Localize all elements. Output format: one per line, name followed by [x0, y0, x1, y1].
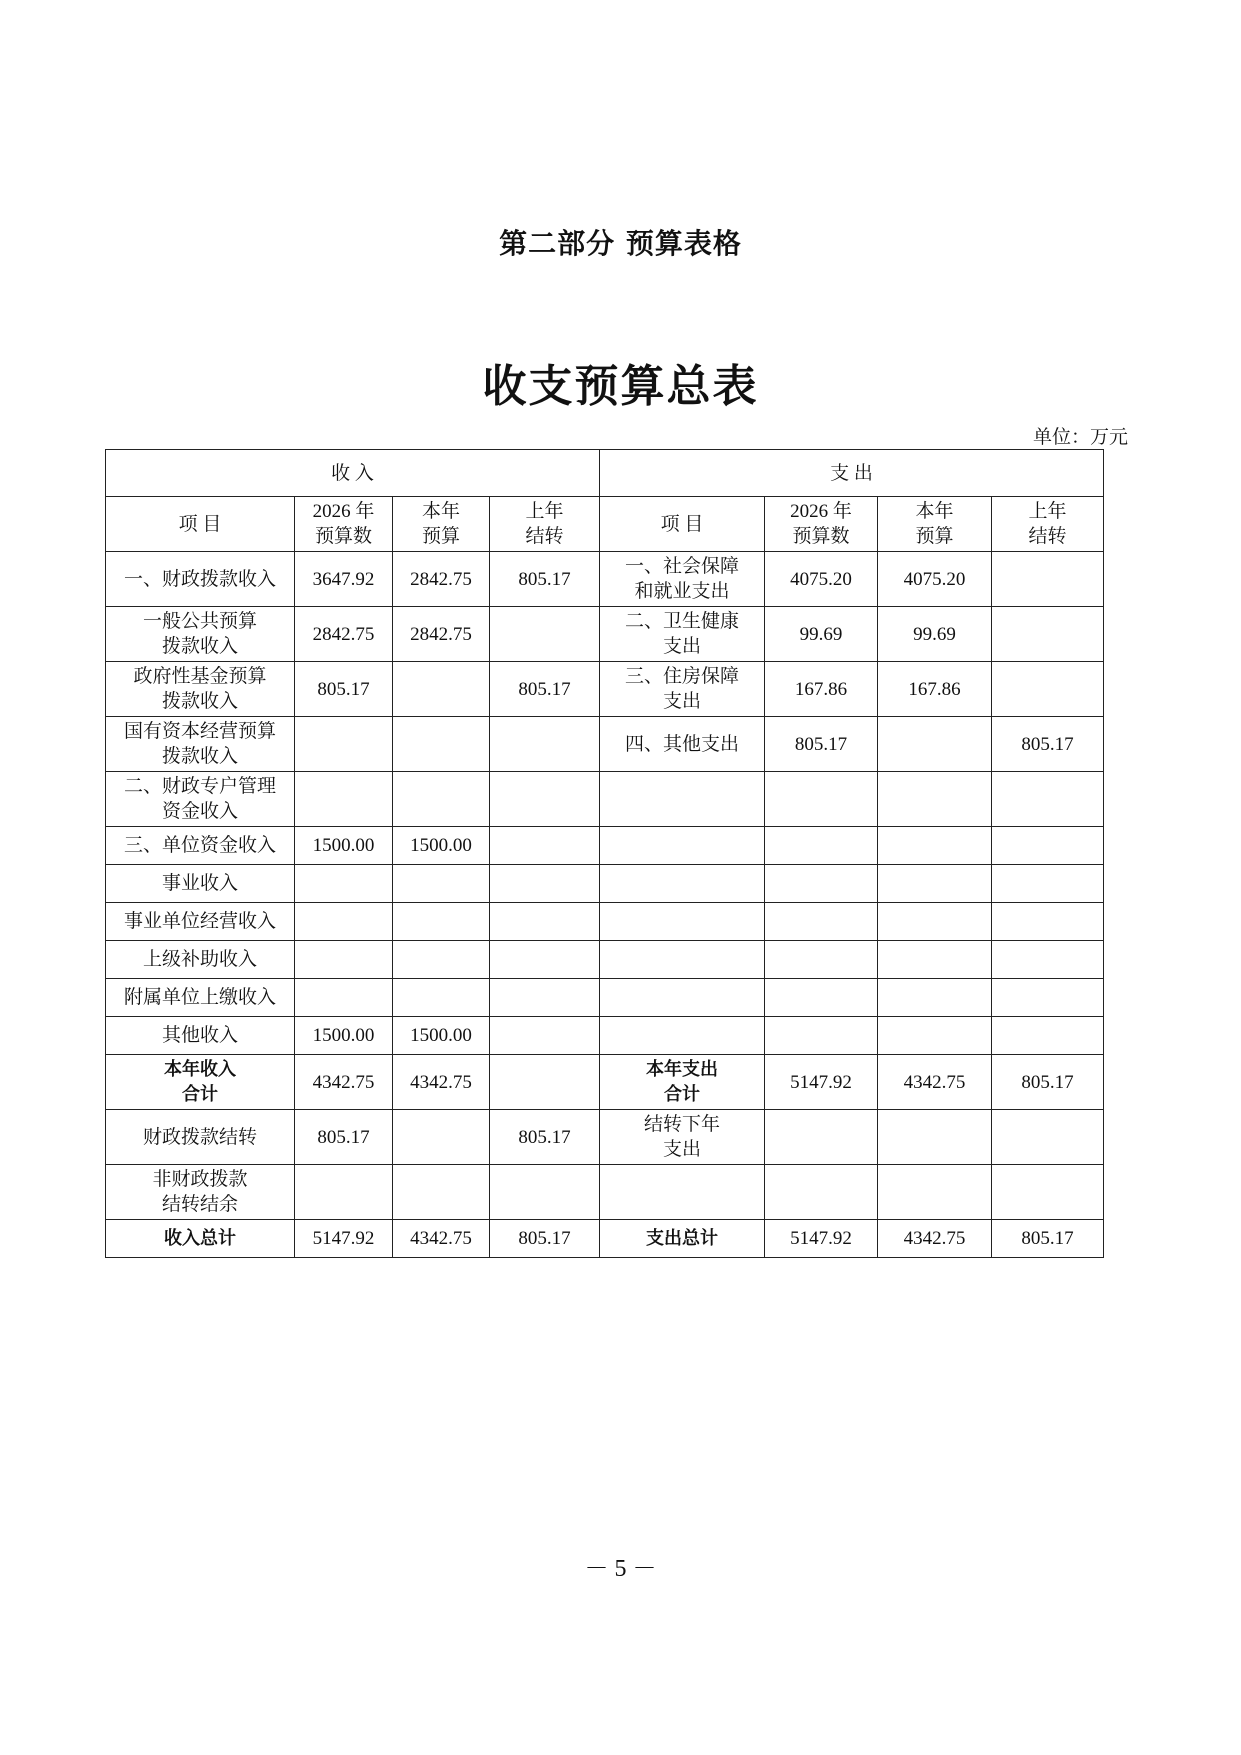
cell-expense-current-year [878, 772, 992, 827]
column-header-income-2026-budget: 2026 年 预算数 [295, 497, 393, 552]
column-header-income-item: 项 目 [106, 497, 295, 552]
cell-expense-current-year [878, 865, 992, 903]
cell-expense-2026-budget [765, 827, 878, 865]
cell-expense-current-year: 4342.75 [878, 1220, 992, 1258]
cell-expense-current-year [878, 979, 992, 1017]
cell-income-item: 上级补助收入 [106, 941, 295, 979]
cell-income-carryover [490, 827, 600, 865]
cell-income-carryover [490, 772, 600, 827]
cell-expense-current-year [878, 903, 992, 941]
cell-income-item: 本年收入 合计 [106, 1055, 295, 1110]
column-header-expense-carryover: 上年 结转 [992, 497, 1104, 552]
income-section-header: 收 入 [106, 450, 600, 497]
cell-income-current-year: 1500.00 [393, 1017, 490, 1055]
cell-expense-2026-budget [765, 772, 878, 827]
cell-expense-carryover [992, 865, 1104, 903]
cell-expense-2026-budget [765, 1110, 878, 1165]
cell-expense-item [600, 772, 765, 827]
cell-income-2026-budget [295, 772, 393, 827]
table-row [106, 865, 1104, 903]
cell-expense-item: 本年支出 合计 [600, 1055, 765, 1110]
cell-income-carryover [490, 1055, 600, 1110]
cell-expense-item: 支出总计 [600, 1220, 765, 1258]
cell-income-item: 一般公共预算 拨款收入 [106, 607, 295, 662]
cell-expense-carryover [992, 1017, 1104, 1055]
column-header-income-current-year: 本年 预算 [393, 497, 490, 552]
cell-expense-carryover [992, 607, 1104, 662]
cell-income-current-year [393, 717, 490, 772]
cell-income-item: 政府性基金预算 拨款收入 [106, 662, 295, 717]
column-header-expense-current-year: 本年 预算 [878, 497, 992, 552]
cell-income-current-year [393, 662, 490, 717]
cell-income-current-year [393, 1165, 490, 1220]
cell-income-2026-budget: 3647.92 [295, 552, 393, 607]
part-title: 第二部分 预算表格 [499, 227, 742, 260]
table-row [106, 607, 1104, 662]
column-header-income-carryover: 上年 结转 [490, 497, 600, 552]
cell-expense-carryover [992, 1165, 1104, 1220]
cell-expense-2026-budget: 99.69 [765, 607, 878, 662]
table-row [106, 1017, 1104, 1055]
cell-income-2026-budget [295, 717, 393, 772]
unit-label: 单位：万元 [1032, 427, 1128, 448]
cell-expense-carryover: 805.17 [992, 1055, 1104, 1110]
cell-income-carryover [490, 717, 600, 772]
cell-expense-current-year: 4342.75 [878, 1055, 992, 1110]
cell-expense-2026-budget [765, 979, 878, 1017]
cell-expense-2026-budget: 4075.20 [765, 552, 878, 607]
cell-income-current-year [393, 1110, 490, 1165]
expense-section-header: 支 出 [600, 450, 1104, 497]
cell-income-carryover [490, 607, 600, 662]
cell-expense-item: 二、卫生健康 支出 [600, 607, 765, 662]
cell-income-2026-budget: 1500.00 [295, 827, 393, 865]
cell-expense-item [600, 941, 765, 979]
cell-expense-item [600, 865, 765, 903]
cell-income-carryover [490, 941, 600, 979]
cell-income-item: 国有资本经营预算 拨款收入 [106, 717, 295, 772]
cell-income-2026-budget [295, 865, 393, 903]
cell-income-current-year: 4342.75 [393, 1220, 490, 1258]
cell-expense-2026-budget: 5147.92 [765, 1220, 878, 1258]
cell-income-2026-budget: 805.17 [295, 662, 393, 717]
cell-income-carryover: 805.17 [490, 1110, 600, 1165]
cell-expense-2026-budget [765, 865, 878, 903]
table-row [106, 1165, 1104, 1220]
cell-expense-2026-budget [765, 941, 878, 979]
cell-expense-current-year [878, 941, 992, 979]
cell-expense-item [600, 903, 765, 941]
cell-expense-item [600, 1017, 765, 1055]
table-row [106, 1055, 1104, 1110]
cell-income-item: 非财政拨款 结转结余 [106, 1165, 295, 1220]
table-row [106, 903, 1104, 941]
cell-income-current-year [393, 979, 490, 1017]
cell-income-item: 收入总计 [106, 1220, 295, 1258]
column-header-row [106, 497, 1104, 552]
cell-income-2026-budget: 5147.92 [295, 1220, 393, 1258]
cell-income-current-year [393, 903, 490, 941]
cell-income-carryover [490, 865, 600, 903]
cell-income-2026-budget [295, 903, 393, 941]
table-row [106, 552, 1104, 607]
cell-expense-current-year: 4075.20 [878, 552, 992, 607]
cell-income-item: 其他收入 [106, 1017, 295, 1055]
cell-income-item: 财政拨款结转 [106, 1110, 295, 1165]
cell-income-current-year [393, 865, 490, 903]
cell-income-item: 附属单位上缴收入 [106, 979, 295, 1017]
cell-expense-2026-budget: 167.86 [765, 662, 878, 717]
cell-expense-current-year [878, 1165, 992, 1220]
cell-expense-carryover [992, 979, 1104, 1017]
cell-expense-item: 三、住房保障 支出 [600, 662, 765, 717]
cell-income-2026-budget [295, 941, 393, 979]
cell-income-current-year: 2842.75 [393, 552, 490, 607]
cell-expense-2026-budget [765, 1165, 878, 1220]
table-row [106, 1110, 1104, 1165]
cell-income-2026-budget: 805.17 [295, 1110, 393, 1165]
cell-expense-current-year [878, 1017, 992, 1055]
cell-expense-item [600, 1165, 765, 1220]
cell-expense-item: 结转下年 支出 [600, 1110, 765, 1165]
cell-expense-2026-budget [765, 1017, 878, 1055]
table-row [106, 827, 1104, 865]
column-header-expense-2026-budget: 2026 年 预算数 [765, 497, 878, 552]
table-row [106, 1220, 1104, 1258]
table-row [106, 717, 1104, 772]
cell-income-2026-budget: 2842.75 [295, 607, 393, 662]
cell-expense-carryover [992, 941, 1104, 979]
cell-income-2026-budget [295, 979, 393, 1017]
cell-expense-carryover [992, 903, 1104, 941]
budget-summary-table [105, 449, 1104, 1258]
cell-expense-carryover [992, 1110, 1104, 1165]
cell-income-2026-budget [295, 1165, 393, 1220]
cell-expense-current-year: 167.86 [878, 662, 992, 717]
table-row [106, 979, 1104, 1017]
cell-income-2026-budget: 4342.75 [295, 1055, 393, 1110]
cell-income-carryover: 805.17 [490, 552, 600, 607]
cell-income-item: 三、单位资金收入 [106, 827, 295, 865]
section-header-row [106, 450, 1104, 497]
cell-income-current-year: 2842.75 [393, 607, 490, 662]
cell-expense-item: 一、社会保障 和就业支出 [600, 552, 765, 607]
column-header-expense-item: 项 目 [600, 497, 765, 552]
cell-income-carryover [490, 979, 600, 1017]
cell-income-item: 一、财政拨款收入 [106, 552, 295, 607]
cell-income-current-year [393, 772, 490, 827]
table-row [106, 941, 1104, 979]
cell-expense-item [600, 979, 765, 1017]
cell-expense-current-year [878, 827, 992, 865]
cell-expense-carryover [992, 772, 1104, 827]
cell-expense-current-year [878, 717, 992, 772]
cell-income-carryover [490, 1165, 600, 1220]
cell-expense-carryover: 805.17 [992, 1220, 1104, 1258]
cell-expense-2026-budget: 805.17 [765, 717, 878, 772]
cell-expense-item [600, 827, 765, 865]
cell-income-current-year: 4342.75 [393, 1055, 490, 1110]
cell-expense-item: 四、其他支出 [600, 717, 765, 772]
cell-expense-current-year: 99.69 [878, 607, 992, 662]
page-number: － 5 － [584, 1556, 657, 1582]
cell-expense-2026-budget: 5147.92 [765, 1055, 878, 1110]
document-title: 收支预算总表 [482, 362, 759, 411]
cell-income-2026-budget: 1500.00 [295, 1017, 393, 1055]
cell-income-current-year: 1500.00 [393, 827, 490, 865]
cell-expense-current-year [878, 1110, 992, 1165]
cell-income-carryover: 805.17 [490, 662, 600, 717]
cell-expense-carryover: 805.17 [992, 717, 1104, 772]
cell-income-current-year [393, 941, 490, 979]
cell-expense-carryover [992, 827, 1104, 865]
table-row [106, 772, 1104, 827]
cell-income-carryover [490, 903, 600, 941]
table-row [106, 662, 1104, 717]
cell-income-item: 事业单位经营收入 [106, 903, 295, 941]
cell-income-item: 二、财政专户管理 资金收入 [106, 772, 295, 827]
cell-expense-2026-budget [765, 903, 878, 941]
cell-income-item: 事业收入 [106, 865, 295, 903]
cell-expense-carryover [992, 662, 1104, 717]
cell-income-carryover: 805.17 [490, 1220, 600, 1258]
cell-income-carryover [490, 1017, 600, 1055]
cell-expense-carryover [992, 552, 1104, 607]
